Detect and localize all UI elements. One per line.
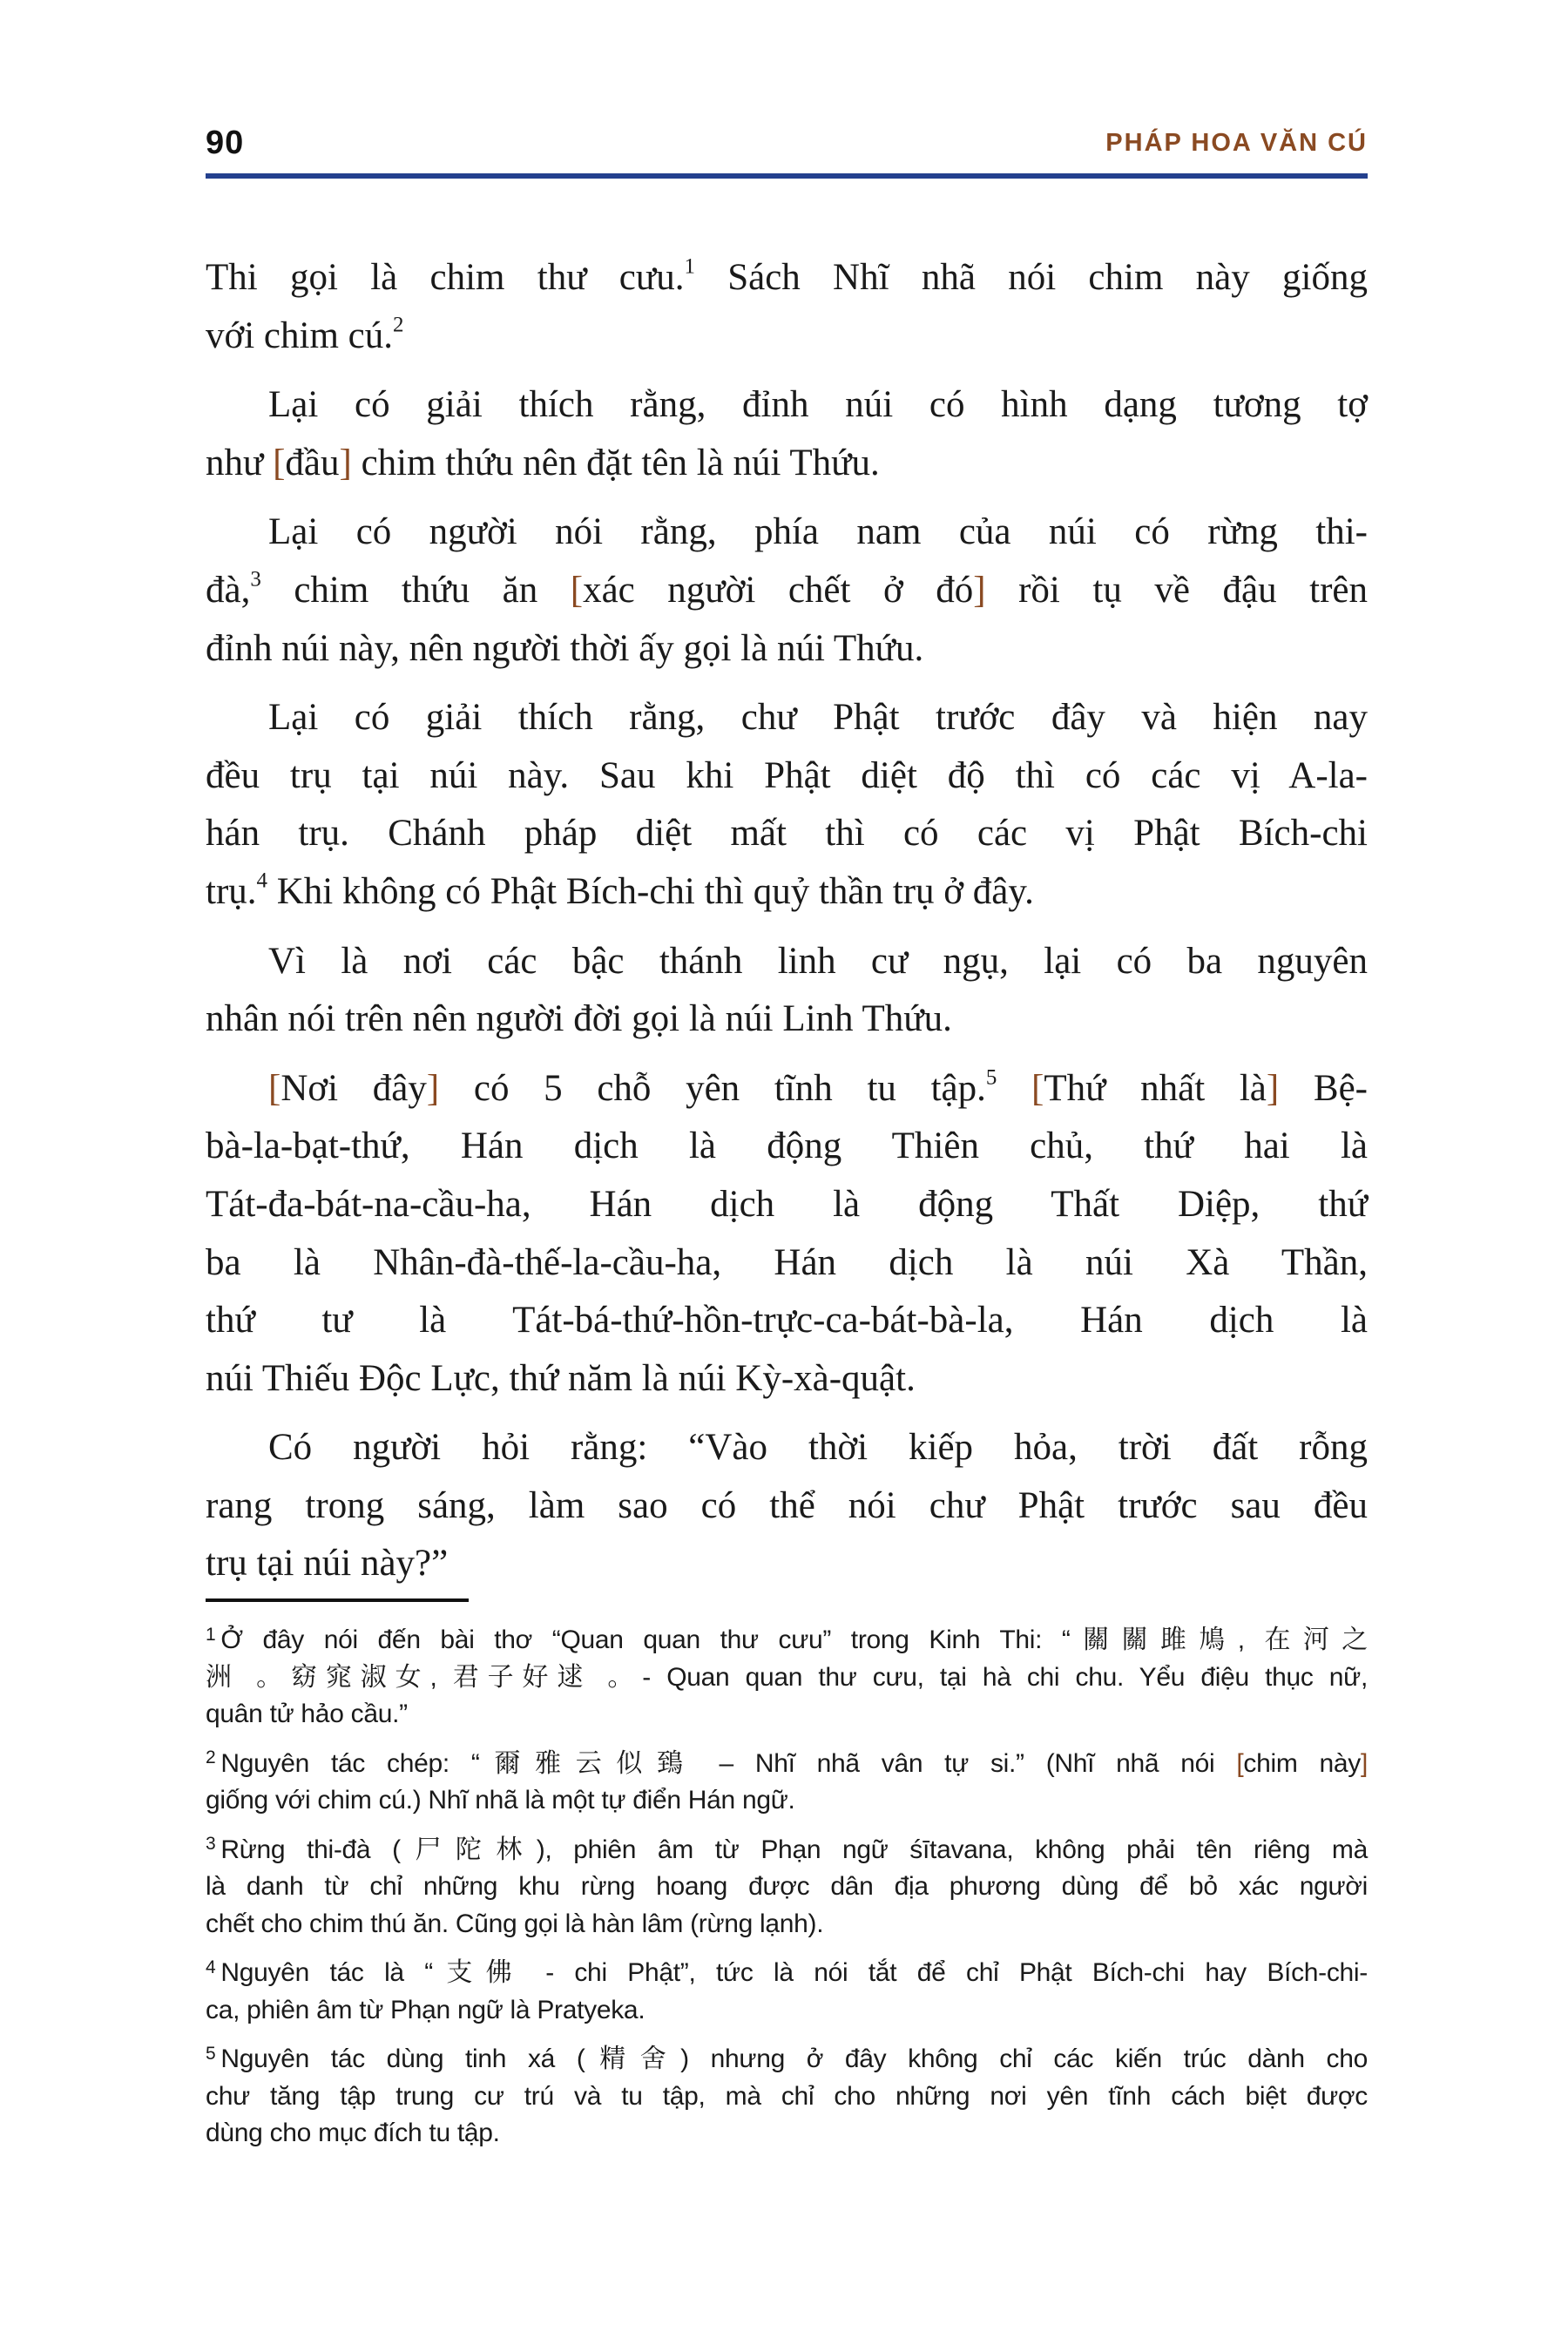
footnote-2: $^2$ Nguyên tác chép: “爾雅云似鵄 – Nhĩ nhã vân tự si.” (Nhĩ nhã nói [chim này] giống với chim cú.) Nhĩ nhã là một tự điển Hán ngữ. [206, 1746, 1368, 1820]
footnote-1 [206, 1622, 1368, 1734]
text-line: quân tử hảo cầu.” [206, 1700, 408, 1728]
text-line: ba là Nhân-đà-thế-la-cầu-ha, Hán dịch là núi Xà Thần, [206, 1241, 1368, 1283]
text-line: nhân nói trên nên người đời gọi là núi Linh Thứu. [206, 998, 952, 1040]
footnote-ref-1[interactable]: 1 [684, 254, 695, 279]
text-line: ca, phiên âm từ Phạn ngữ là Pratyeka. [206, 1995, 645, 2024]
text-line: Lại có giải thích rằng, đỉnh núi có hình dạng tương tợ [268, 384, 1368, 426]
text: chim thứu nên đặt tên là núi Thứu. [351, 442, 880, 483]
footnote-ref-5[interactable]: 5 [985, 1065, 997, 1090]
footnote-separator [206, 1598, 469, 1602]
paragraph-4 [206, 689, 1368, 921]
text-line: chết cho chim thú ăn. Cũng gọi là hàn lâm (rừng lạnh). [206, 1909, 824, 1938]
footnotes [206, 1622, 1368, 2165]
text: như [206, 442, 274, 483]
text-line: Tát-đa-bát-na-cầu-ha, Hán dịch là động Thất Diệp, thứ [206, 1183, 1368, 1225]
footnote-ref-3[interactable]: 3 [250, 567, 261, 591]
bracketed-insertion: xác người chết ở đó [583, 569, 974, 611]
text-line: giống với chim cú.) Nhĩ nhã là một tự điển Hán ngữ. [206, 1786, 795, 1815]
footnote-number: 5 [206, 2043, 216, 2064]
page-number: 90 [206, 125, 245, 161]
text: Bệ- [1279, 1067, 1368, 1109]
bracketed-insertion: chim này [1243, 1748, 1361, 1778]
text: Nguyên tác là “支佛 - chi Phật”, tức là nói tắt để chỉ Phật Bích-chi hay Bích-chi- [220, 1958, 1368, 1987]
text-line: đỉnh núi này, nên người thời ấy gọi là núi Thứu. [206, 627, 924, 669]
text: có 5 chỗ yên tĩnh tu tập. [439, 1067, 986, 1109]
paragraph-5 [206, 933, 1368, 1049]
text-line: thứ tư là Tát-bá-thứ-hồn-trực-ca-bát-bà-la, Hán dịch là [206, 1300, 1368, 1342]
text-line: 洲 。窈窕淑女, 君子好逑 。- Quan quan thư cưu, tại hà chi chu. Yểu điệu thục nữ, [206, 1662, 1368, 1692]
paragraph-7 [206, 1419, 1368, 1593]
bracketed-insertion: Thứ nhất là [1044, 1067, 1267, 1109]
footnote-number: 1 [206, 1624, 216, 1645]
text-line: Vì là nơi các bậc thánh linh cư ngụ, lại có ba nguyên [268, 940, 1368, 982]
footnote-ref-4[interactable]: 4 [256, 868, 267, 893]
text: Thi gọi là chim thư cưu. [206, 257, 685, 298]
header-rule [206, 173, 1368, 179]
text: đà, [206, 569, 251, 611]
footnote-4 [206, 1955, 1368, 2029]
footnote-ref-2[interactable]: 2 [393, 312, 404, 336]
text: , không phải tên riêng mà [1006, 1835, 1369, 1864]
text-line: chư tăng tập trung cư trú và tu tập, mà chỉ cho những nơi yên tĩnh cách biệt được [206, 2081, 1368, 2111]
text: trụ. [206, 870, 257, 912]
text-line: hán trụ. Chánh pháp diệt mất thì có các vị Phật Bích-chi [206, 813, 1368, 855]
text-line: rang trong sáng, làm sao có thể nói chư Phật trước sau đều [206, 1484, 1368, 1526]
text: với chim cú. [206, 314, 393, 356]
text-line: đều trụ tại núi này. Sau khi Phật diệt độ thì có các vị A-la- [206, 754, 1368, 796]
bracketed-insertion: Nơi đây [280, 1067, 427, 1109]
text-line: là danh từ chỉ những khu rừng hoang được dân địa phương dùng để bỏ xác người [206, 1872, 1368, 1901]
text-line: núi Thiếu Độc Lực, thứ năm là núi Kỳ-xà-quật. [206, 1357, 916, 1399]
text: Sách Nhĩ nhã nói chim này giống [694, 257, 1368, 298]
bracketed-insertion: đầu [285, 442, 340, 483]
text: Rừng thi-đà (尸陀林), phiên âm từ Phạn ngữ [220, 1835, 910, 1864]
footnote-3 [206, 1832, 1368, 1943]
running-header-title: PHÁP HOA VĂN CÚ [1105, 129, 1368, 157]
sanskrit-term: śītavana [909, 1835, 1007, 1864]
paragraph-6: [Nơi đây] có 5 chỗ yên tĩnh tu tập.$^5$ [Thứ nhất là] Bệ- bà-la-bạt-thứ, Hán dịch là động Thiên chủ, thứ hai là Tát-đa-bát-na-cầu-ha, Hán dịch là động Thất Diệp, thứ ba là Nhân-đà-thế-la-cầu-ha, Hán dịch là núi Xà Thần, thứ tư là Tát-bá-thứ-hồn-trực-ca-bát-bà-la, Hán dịch là núi Thiếu Độc Lực, thứ năm là núi Kỳ-xà-quật. [206, 1060, 1368, 1409]
footnote-number: 3 [206, 1834, 216, 1855]
footnote-number: 2 [206, 1747, 216, 1768]
text-line: Có người hỏi rằng: “Vào thời kiếp hỏa, trời đất rỗng [268, 1427, 1368, 1469]
paragraph-2: Lại có giải thích rằng, đỉnh núi có hình dạng tương tợ như [đầu] chim thứu nên đặt tên là núi Thứu. [206, 376, 1368, 492]
paragraph-1 [206, 249, 1368, 365]
text-line: Lại có giải thích rằng, chư Phật trước đây và hiện nay [268, 697, 1368, 739]
text: Nguyên tác chép: “爾雅云似鵄 – Nhĩ nhã vân tự si.” (Nhĩ nhã nói [220, 1748, 1237, 1778]
text-line: trụ tại núi này?” [206, 1543, 449, 1585]
text-line: bà-la-bạt-thứ, Hán dịch là động Thiên chủ, thứ hai là [206, 1125, 1368, 1167]
text: chim thứu ăn [260, 569, 571, 611]
main-text [206, 249, 1368, 1605]
text-line: Lại có người nói rằng, phía nam của núi có rừng thi- [268, 511, 1368, 553]
text: Khi không có Phật Bích-chi thì quỷ thần trụ ở đây. [267, 870, 1034, 912]
text: Nguyên tác dùng tinh xá (精舍) nhưng ở đây không chỉ các kiến trúc dành cho [220, 2044, 1368, 2073]
text: rồi tụ về đậu trên [985, 569, 1368, 611]
text-line: dùng cho mục đích tu tập. [206, 2119, 500, 2147]
footnote-5 [206, 2041, 1368, 2153]
paragraph-3: Lại có người nói rằng, phía nam của núi có rừng thi- đà,$^3$ chim thứu ăn [xác người chết ở đó] rồi tụ về đậu trên đỉnh núi này, nên người thời ấy gọi là núi Thứu. [206, 504, 1368, 678]
footnote-number: 4 [206, 1957, 216, 1977]
text: Ở đây nói đến bài thơ “Quan quan thư cưu” trong Kinh Thi: “關關雎鳩, 在河之 [220, 1625, 1368, 1654]
